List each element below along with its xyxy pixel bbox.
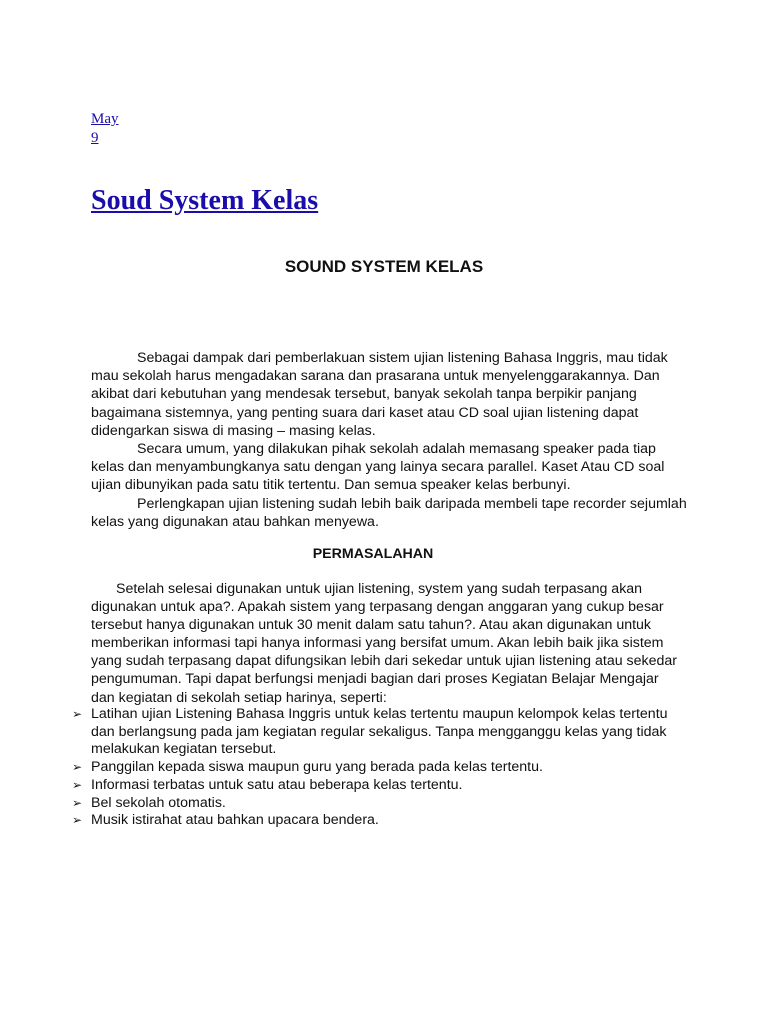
section-heading-permasalahan: PERMASALAHAN [312,546,434,562]
bullet-item [72,812,692,830]
bullet-text: Latihan ujian Listening Bahasa Inggris untuk kelas tertentu maupun kelompok kelas tertentu dan berlangsung pada jam kegiatan regular sekaligus. Tanpa mengganggu kelas yang tidak melakukan kegiatan tersebut. [91,706,668,758]
bullet-item [72,795,692,813]
bullet-text: Informasi terbatas untuk satu atau beberapa kelas tertentu. [91,776,463,793]
post-date-day: 9 [91,130,99,146]
intro-paragraph: Perlengkapan ujian listening sudah lebih baik daripada membeli tape recorder sejumlah kelas yang digunakan atau bahkan menyewa. [91,495,687,530]
bullet-item [72,759,692,777]
post-date-link[interactable] [91,110,119,148]
bullet-text: Panggilan kepada siswa maupun guru yang berada pada kelas tertentu. [91,759,543,776]
arrow-bullet-icon: ➢ [72,813,83,828]
post-date-month: May [91,111,119,127]
intro-paragraph: Sebagai dampak dari pemberlakuan sistem ujian listening Bahasa Inggris, mau tidak mau sekolah harus mengadakan sarana dan prasarana untuk menyelenggarakannya. Dan akibat dari kebutuhan yang mendesak tersebut, banyak sekolah tanpa berpikir panjang bagaimana sistemnya, yang penting suara dari kaset atau CD soal ujian listening dapat didengarkan siswa di masing – masing kelas. [91,350,668,439]
bullet-text: Musik istirahat atau bahkan upacara bendera. [91,812,379,829]
problem-paragraph: Setelah selesai digunakan untuk ujian listening, system yang sudah terpasang akan digunakan untuk apa?. Apakah sistem yang terpasang dengan anggaran yang cukup besar tersebut hanya digunakan untuk 30 menit dalam satu tahun?. Atau akan digunakan untuk memberikan informasi tapi hanya informasi yang bersifat umum. Akan lebih baik jika sistem yang sudah terpasang dapat difungsikan lebih dari sekedar untuk ujian listening atau sekedar pengumuman. Tapi dapat berfungsi menjadi bagian dari proses Kegiatan Belajar Mengajar dan kegiatan di sekolah setiap harinya, seperti: [91,581,678,706]
arrow-bullet-icon: ➢ [72,707,83,721]
document-heading: SOUND SYSTEM KELAS [284,257,484,276]
bullet-item [72,777,692,795]
arrow-bullet-icon: ➢ [72,795,83,810]
arrow-bullet-icon: ➢ [72,777,83,792]
intro-section [91,349,691,531]
post-title-link[interactable]: Soud System Kelas [91,185,319,216]
bullet-item [72,706,692,759]
intro-paragraph: Secara umum, yang dilakukan pihak sekolah adalah memasang speaker pada tiap kelas dan menyambungkanya satu dengan yang lainya secara parallel. Kaset Atau CD soal ujian dibunyikan pada satu titik tertentu. Dan semua speaker kelas berbunyi. [91,441,665,494]
arrow-bullet-icon: ➢ [72,760,83,775]
bullet-text: Bel sekolah otomatis. [91,794,226,811]
bullet-list [72,706,692,830]
